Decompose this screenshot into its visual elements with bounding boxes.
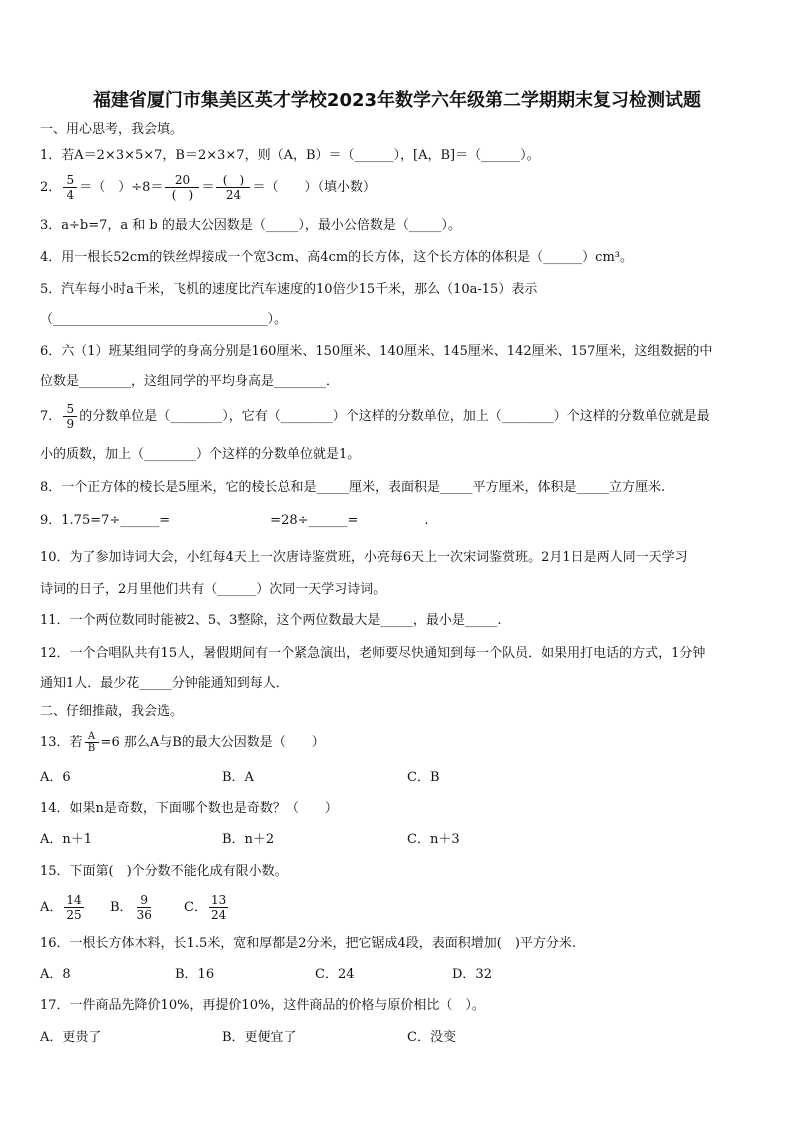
- question-12-line-2: 通知1人．最少花_____分钟能通知到每人．: [40, 676, 289, 691]
- question-17-option-b[interactable]: B．更便宜了: [222, 1030, 297, 1045]
- question-16-option-a[interactable]: A．8: [40, 967, 71, 982]
- question-17-option-c[interactable]: C．没变: [407, 1030, 456, 1045]
- fraction-blank-24: $\frac{( )}{24}$: [216, 173, 250, 202]
- page-title: 福建省厦门市集美区英才学校2023年数学六年级第二学期期末复习检测试题: [92, 90, 702, 111]
- question-2-tail: ＝（ ）（填小数）: [252, 180, 376, 195]
- question-2-mid: ＝（ ）÷8＝: [79, 180, 164, 195]
- question-8: 8．一个正方体的棱长是5厘米，它的棱长总和是_____厘米，表面积是_____平方厘米，体积是_____立方厘米.: [40, 480, 666, 495]
- question-10-line-2: 诗词的日子，2月里他们共有（______）次同一天学习诗词。: [40, 582, 387, 597]
- question-2-number: 2．: [40, 180, 62, 195]
- question-6-line-2: 位数是________，这组同学的平均身高是________．: [40, 374, 340, 389]
- question-17: 17．一件商品先降价10%，再提价10%，这件商品的价格与原价相比（ ）。: [40, 998, 485, 1013]
- question-7-line-1: 7． $\frac{5}{9}$ 的分数单位是（________），它有（________）个这样的分数单位，加上（________）个这样的分数单位就是最: [40, 402, 710, 431]
- question-13-option-a[interactable]: A．6: [40, 770, 71, 785]
- question-13-option-c[interactable]: C．B: [407, 770, 440, 785]
- question-9: 9．1.75=7÷______= =28÷______= .: [40, 513, 429, 528]
- question-3: 3．a÷b=7，a 和 b 的最大公因数是（_____），最小公倍数是（_____）。: [40, 218, 461, 233]
- section-heading-2: 二、仔细推敲，我会选。: [40, 704, 184, 719]
- question-15: 15．下面第( )个分数不能化成有限小数。: [40, 864, 288, 879]
- fraction-14-25: $\frac{14}{25}$: [66, 893, 82, 922]
- fraction-13-24: $\frac{13}{24}$: [210, 893, 227, 922]
- question-15-option-b[interactable]: B． $\frac{9}{36}$: [110, 893, 152, 922]
- question-11: 11．一个两位数同时能被2、5、3整除，这个两位数最大是_____，最小是_____.: [40, 613, 502, 628]
- question-16-option-c[interactable]: C．24: [315, 967, 355, 982]
- question-16-option-b[interactable]: B．16: [175, 967, 215, 982]
- fraction-5-4: $\frac{5}{4}$: [63, 173, 77, 202]
- fraction-5-9: $\frac{5}{9}$: [63, 402, 77, 431]
- fraction-a-b: $\frac{A}{B}$: [85, 731, 99, 754]
- question-1: 1．若A＝2×3×5×7，B＝2×3×7，则（A，B）＝（______），[A，B]＝（______）。: [40, 148, 540, 163]
- question-17-option-a[interactable]: A．更贵了: [40, 1030, 102, 1045]
- question-12-line-1: 12．一个合唱队共有15人，暑假期间有一个紧急演出，老师要尽快通知到每一个队员．如果用打电话的方式，1分钟: [40, 646, 706, 661]
- question-14-option-b[interactable]: B．n＋2: [222, 832, 275, 847]
- question-13-option-b[interactable]: B．A: [222, 770, 254, 785]
- question-10-line-1: 10．为了参加诗词大会，小红每4天上一次唐诗鉴赏班，小亮每6天上一次宋词鉴赏班。2月1日是两人同一天学习: [40, 550, 688, 565]
- question-15-option-c[interactable]: C． $\frac{13}{24}$: [184, 893, 227, 922]
- section-heading-1: 一、用心思考，我会填。: [40, 122, 184, 137]
- fraction-9-36: $\frac{9}{36}$: [136, 893, 152, 922]
- question-7-line-2: 小的质数，加上（________）个这样的分数单位就是1。: [40, 447, 361, 462]
- question-14: 14．如果n是奇数，下面哪个数也是奇数？（ ）: [40, 801, 338, 816]
- question-15-option-a[interactable]: A． $\frac{14}{25}$: [40, 893, 82, 922]
- question-6-line-1: 6．六（1）班某组同学的身高分别是160厘米、150厘米、140厘米、145厘米、142厘米、157厘米，这组数据的中: [40, 344, 713, 359]
- question-13: 13．若 $\frac{A}{B}$ =6 那么A与B的最大公因数是（ ）: [40, 731, 325, 754]
- fraction-20-blank: $\frac{20}{( )}$: [165, 173, 199, 202]
- question-2: 2． $\frac{5}{4}$ ＝（ ）÷8＝ $\frac{20}{( )}$ ＝ $\frac{( )}{24}$ ＝（ ）（填小数）: [40, 173, 376, 202]
- question-14-option-c[interactable]: C．n＋3: [407, 832, 460, 847]
- question-14-option-a[interactable]: A．n＋1: [40, 832, 93, 847]
- question-4: 4．用一根长52cm的铁丝焊接成一个宽3cm、高4cm的长方体，这个长方体的体积是（______）cm³。: [40, 250, 633, 265]
- question-16-option-d[interactable]: D．32: [452, 967, 492, 982]
- question-16: 16．一根长方体木料，长1.5米，宽和厚都是2分米，把它锯成4段，表面积增加( )平方分米.: [40, 936, 577, 951]
- question-5-line-2: （_________________________________）。: [40, 312, 288, 327]
- question-5-line-1: 5．汽车每小时a千米，飞机的速度比汽车速度的10倍少15千米，那么（10a-15）表示: [40, 282, 538, 297]
